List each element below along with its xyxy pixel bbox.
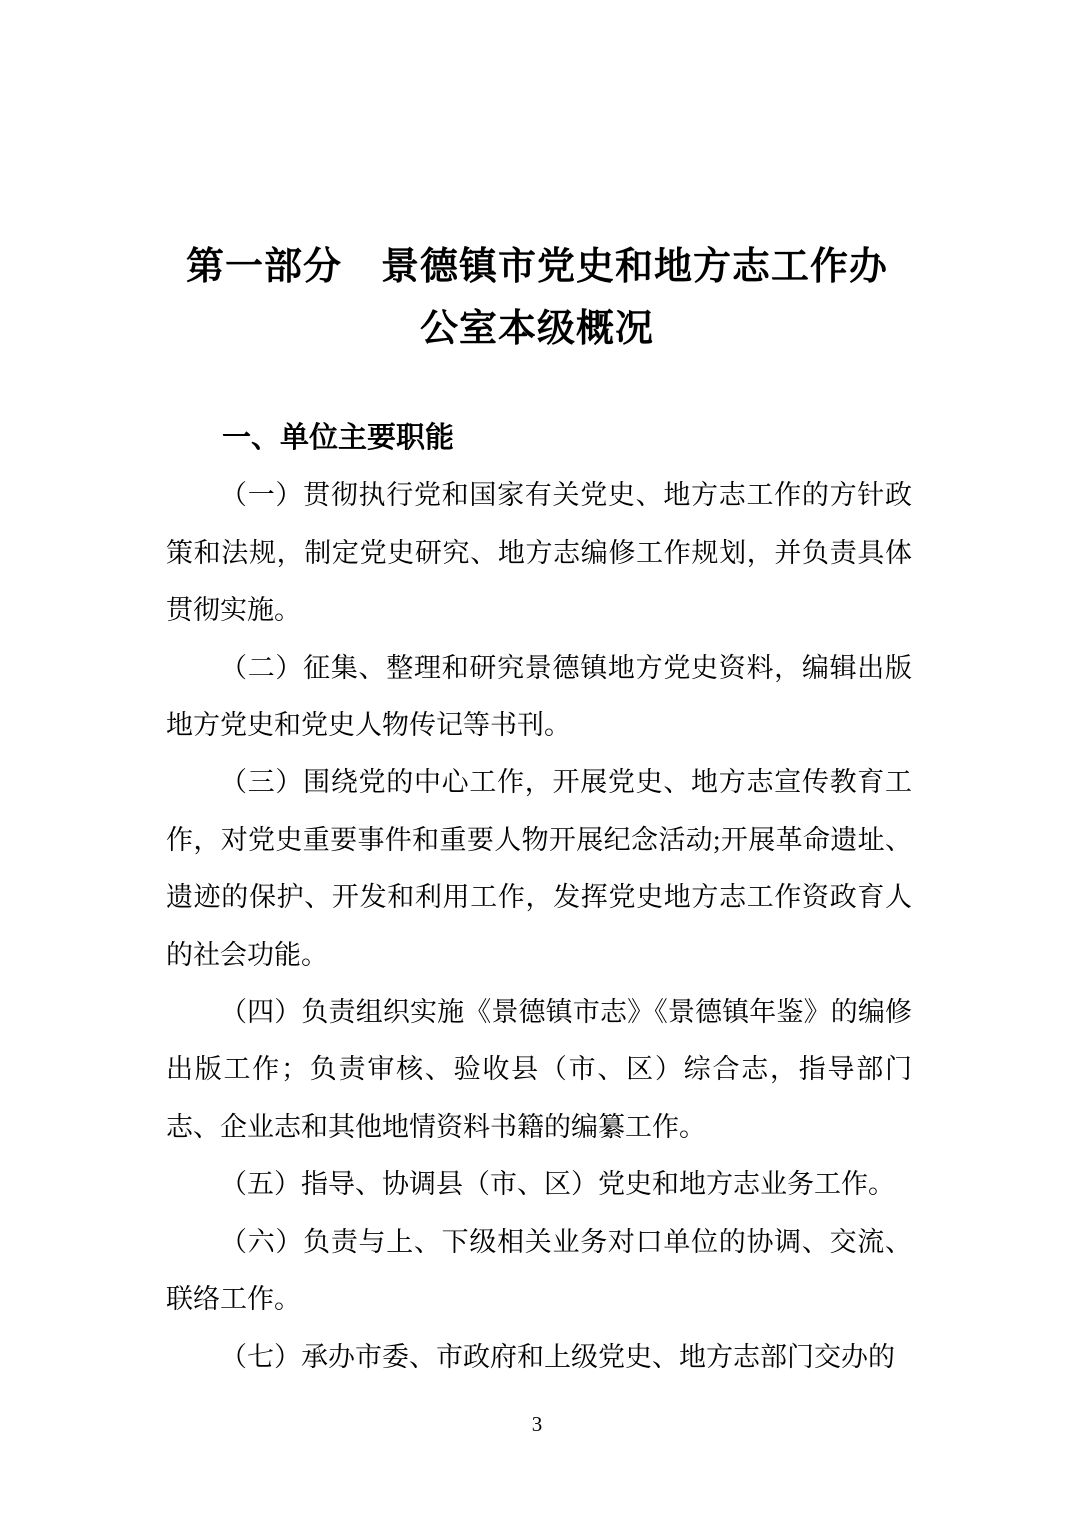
document-title-line1: 第一部分 景德镇市党史和地方志工作办 [185, 246, 888, 288]
page-number: 3 [531, 1412, 543, 1436]
section-heading: 一、单位主要职能 [222, 422, 455, 454]
paragraph-2: （二）征集、整理和研究景德镇地方党史资料，编辑出版地方党史和党史人物传记等书刊。 [166, 652, 912, 741]
paragraph-6: （六）负责与上、下级相关业务对口单位的协调、交流、联络工作。 [166, 1226, 912, 1315]
paragraph-3: （三）围绕党的中心工作，开展党史、地方志宣传教育工作，对党史重要事件和重要人物开展纪念活动;开展革命遗址、遗迹的保护、开发和利用工作，发挥党史地方志工作资政育人的社会功能。 [166, 767, 912, 970]
document-title-line2: 公室本级概况 [419, 308, 654, 350]
paragraph-5: （五）指导、协调县（市、区）党史和地方志业务工作。 [220, 1169, 895, 1200]
paragraph-4: （四）负责组织实施《景德镇市志》《景德镇年鉴》的编修出版工作；负责审核、验收县（市、区）综合志，指导部门志、企业志和其他地情资料书籍的编纂工作。 [166, 997, 912, 1142]
document-body [166, 410, 912, 1386]
paragraph-7: （七）承办市委、市政府和上级党史、地方志部门交办的 [220, 1341, 895, 1372]
paragraph-1: （一）贯彻执行党和国家有关党史、地方志工作的方针政策和法规，制定党史研究、地方志编修工作规划，并负责具体贯彻实施。 [166, 480, 912, 626]
document-title [166, 236, 908, 360]
